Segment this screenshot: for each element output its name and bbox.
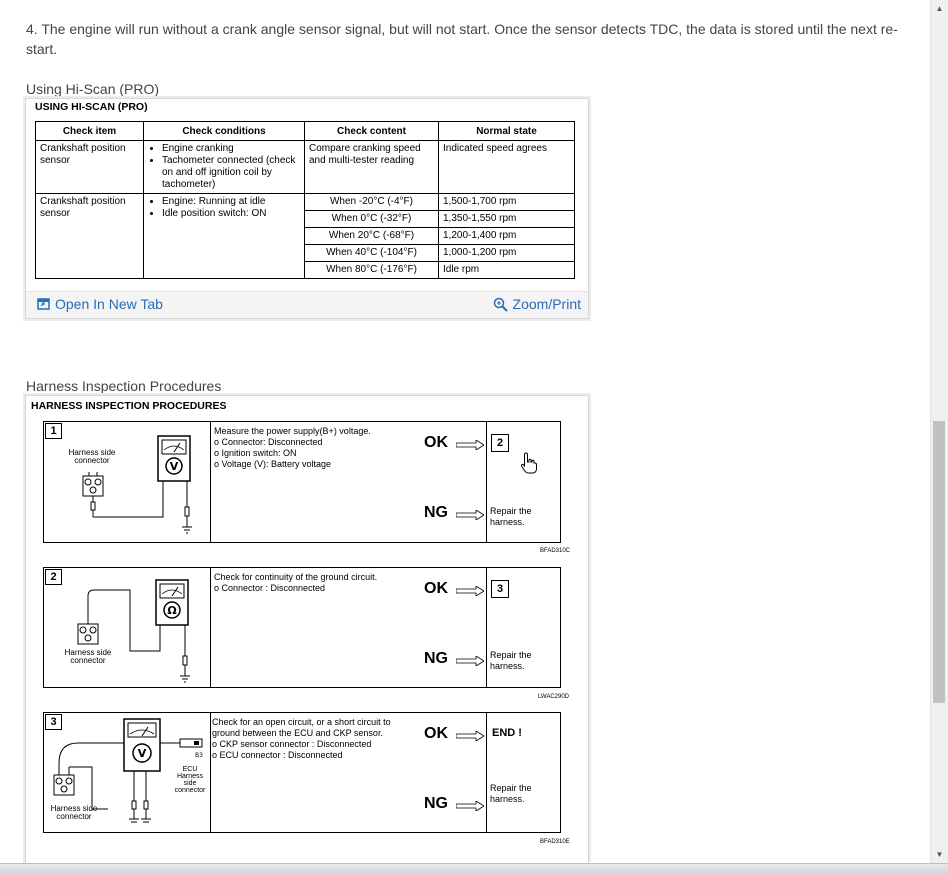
harness-step-2 [43,567,561,688]
table-header-row [36,122,575,141]
hiscan-spec-table [35,121,575,279]
instruction-line: Check for continuity of the ground circuit. [214,572,378,582]
repair-text: Repair the harness. [490,783,532,804]
instruction-line: Measure the power supply(B+) voltage. [214,426,371,436]
figure-code: BFAD310E [540,839,570,845]
row1-item: Crankshaft position sensor [36,141,144,194]
open-tab-icon [37,298,50,310]
row1-conditions [144,141,305,194]
b3-label: B3 [195,752,203,759]
arrow-right-icon [456,440,484,450]
arrow-right-icon [456,731,484,741]
step-instructions [214,426,414,470]
zoom-print-link[interactable] [493,296,581,312]
arrow-right-icon [456,801,484,811]
repair-text: Repair the harness. [490,650,532,671]
open-new-tab-link[interactable] [37,296,163,312]
end-label: END ! [492,727,522,739]
step-number: 1 [45,423,62,439]
step-divider [210,713,211,832]
ohmmeter-diagram-icon [72,576,202,686]
volt-symbol: V [137,747,147,760]
row1-normal: Indicated speed agrees [439,141,575,194]
connector-label: Harness side connector [50,804,98,821]
hiscan-figure-frame [25,98,589,319]
connector-label: Harness side connector [64,648,112,665]
row2-item: Crankshaft position sensor [36,194,144,279]
harness-figure-frame [25,395,589,863]
ohm-symbol: Ω [167,604,177,617]
step-divider [486,713,487,832]
instruction-line: o ECU connector : Disconnected [212,750,343,760]
table-row [36,194,575,211]
arrow-right-icon [456,586,484,596]
harness-figure-title: HARNESS INSPECTION PROCEDURES [31,400,227,412]
step-divider [210,422,211,542]
hiscan-figure-title: USING HI-SCAN (PRO) [35,101,148,113]
ng-label: NG [424,795,448,812]
instruction-line: o Voltage (V): Battery voltage [214,459,332,469]
scrollbar-thumb[interactable] [933,421,945,703]
step-divider [486,568,487,687]
ng-label: NG [424,504,448,521]
hiscan-section-title: Using Hi-Scan (PRO) [26,81,160,97]
table-row [36,141,575,194]
instruction-line: o CKP sensor connector : Disconnected [212,739,372,749]
next-step-box: 3 [491,580,509,598]
connector-label: Harness side connector [68,448,116,465]
row2-condition: • Idle position switch: ON [162,208,300,220]
repair-text: Repair the harness. [490,506,532,527]
step-instructions [212,717,412,761]
engine-note-text: 4. The engine will run without a crank angle sensor signal, but will not start. Once the sensor detects TDC, the data is stored until the next re-start. [26,21,898,57]
ecu-connector-text: Harness side connector [174,773,206,794]
harness-step-3 [43,712,561,833]
temp-when: When -20°C (-4°F) [305,194,439,211]
step-divider [486,422,487,542]
row2-condition: • Engine: Running at idle [162,196,300,208]
temp-rpm: 1,000-1,200 rpm [439,245,575,262]
arrow-right-icon [456,510,484,520]
ng-label: NG [424,650,448,667]
step-divider [210,568,211,687]
zoom-print-label: Zoom/Print [512,296,581,312]
voltmeter-diagram-icon [74,432,204,537]
temp-when: When 40°C (-104°F) [305,245,439,262]
ok-label: OK [424,725,448,742]
ecu-label: ECU [182,766,198,773]
row1-content: Compare cranking speed and multi-tester reading [305,141,439,194]
temp-rpm: 1,200-1,400 rpm [439,228,575,245]
instruction-line: o Connector: Disconnected [214,437,323,447]
next-step-box: 2 [491,434,509,452]
ok-label: OK [424,580,448,597]
instruction-line: Check for an open circuit, or a short circuit to [212,717,391,727]
zoom-icon [493,297,508,312]
step-number: 2 [45,569,62,585]
temp-rpm: Idle rpm [439,262,575,279]
open-new-tab-label: Open In New Tab [55,296,163,312]
temp-rpm: 1,500-1,700 rpm [439,194,575,211]
step-number: 3 [45,714,62,730]
figure-footer [26,291,588,318]
instruction-line: o Ignition switch: ON [214,448,297,458]
harness-step-1 [43,421,561,543]
scroll-up-arrow-icon[interactable]: ▲ [935,4,944,13]
header-normal-state: Normal state [439,122,575,141]
figure-code: LWAC290D [538,694,570,700]
arrow-right-icon [456,656,484,666]
temp-rpm: 1,350-1,550 rpm [439,211,575,228]
hand-cursor-icon [520,452,538,474]
temp-when: When 20°C (-68°F) [305,228,439,245]
figure-code: BFAD310C [540,548,571,554]
header-check-content: Check content [305,122,439,141]
row1-condition: • Engine cranking [162,143,300,155]
row1-condition: • Tachometer connected (check on and off ignition coil by tachometer) [162,155,300,191]
header-check-item: Check item [36,122,144,141]
row2-conditions [144,194,305,279]
harness-section-title: Harness Inspection Procedures [26,378,222,394]
window-bottom-edge [0,863,948,874]
volt-symbol: V [169,460,179,473]
ok-label: OK [424,434,448,451]
temp-when: When 0°C (-32°F) [305,211,439,228]
temp-when: When 80°C (-176°F) [305,262,439,279]
header-check-conditions: Check conditions [144,122,305,141]
vertical-scrollbar[interactable] [930,0,948,863]
instruction-line: ground between the ECU and CKP sensor. [212,728,383,738]
instruction-line: o Connector : Disconnected [214,583,326,593]
open-circuit-diagram-icon [48,717,210,831]
scroll-down-arrow-icon[interactable]: ▼ [935,850,944,859]
step-instructions [214,572,414,594]
